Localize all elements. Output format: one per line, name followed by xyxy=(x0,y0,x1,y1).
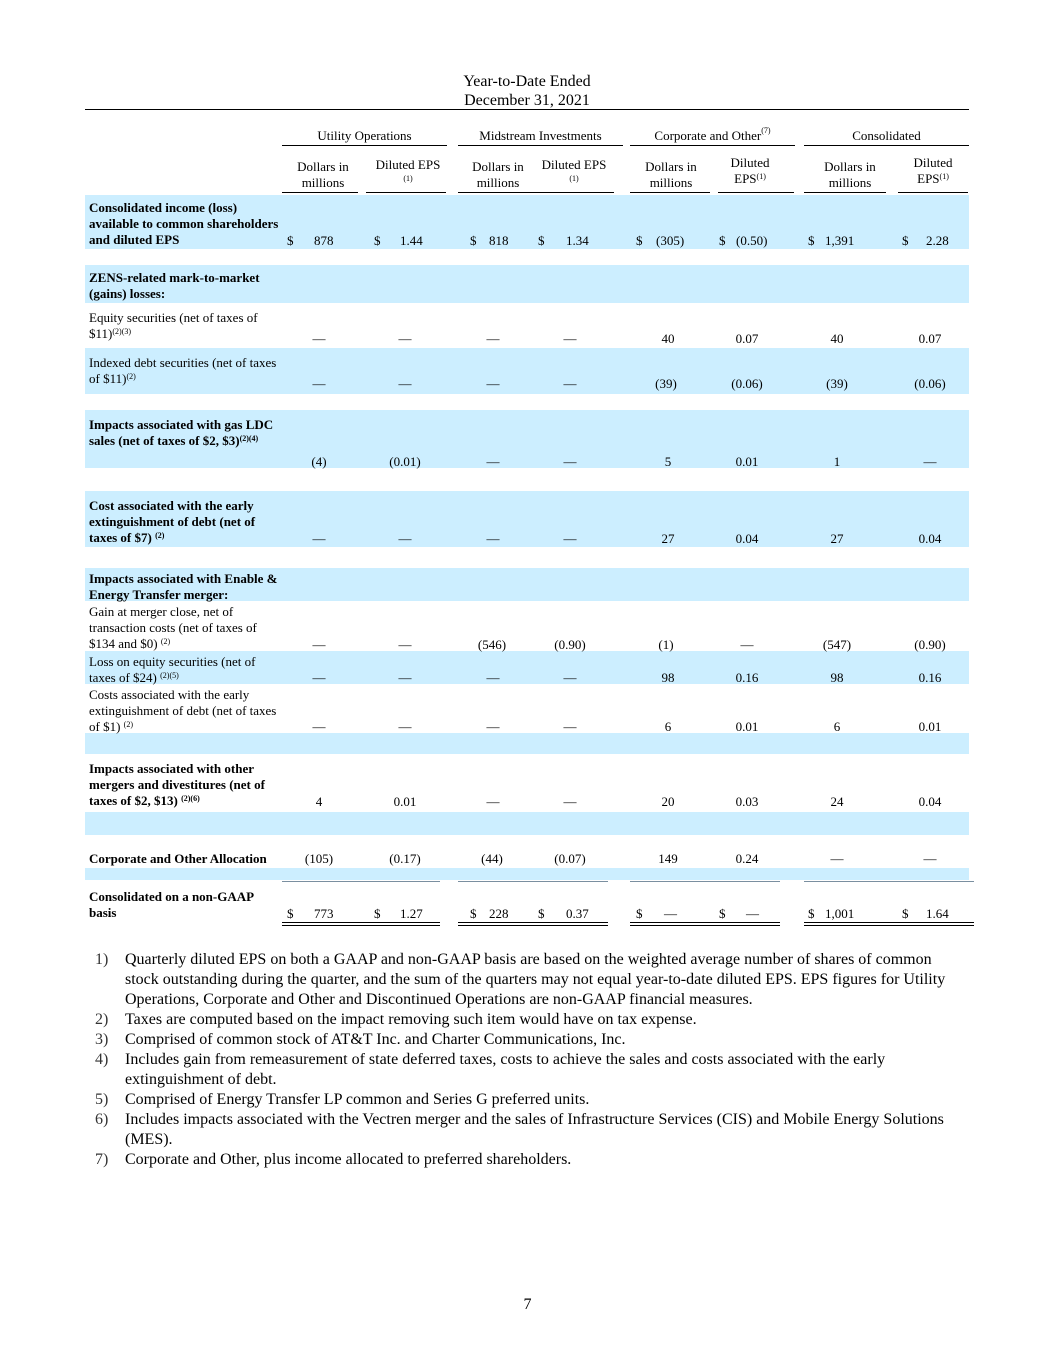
value-midstream-dollars: — xyxy=(486,454,500,469)
value-utility-dollars: — xyxy=(312,376,326,391)
value-corporate-dollars: 6 xyxy=(664,719,672,734)
footnote-5: 5) Comprised of Energy Transfer LP common and Series G preferred units. xyxy=(95,1091,590,1108)
value-consolidated-eps: — xyxy=(923,454,937,469)
value-midstream-eps: 0.37 xyxy=(566,906,589,921)
group-rule xyxy=(458,145,623,146)
value-corporate-dollars: (39) xyxy=(655,376,677,391)
row-label-gain-merger-close: Gain at merger close, net of transaction costs (net of taxes of $134 and $0) $^{(2)}$ xyxy=(89,604,257,651)
group-rule xyxy=(804,145,969,146)
group-rule xyxy=(630,145,795,146)
col-head-consolidated-dollars: Dollars in millions xyxy=(824,159,876,190)
value-consolidated-dollars: 6 xyxy=(833,719,841,734)
value-consolidated-dollars: (547) xyxy=(822,637,852,652)
col-head-corporate-eps: Diluted EPS$^{(1)}$ xyxy=(730,155,770,186)
value-utility-eps: (0.17) xyxy=(389,851,421,866)
col-head-utility-dollars: Dollars in millions xyxy=(297,159,349,190)
value-corporate-dollars: 27 xyxy=(661,531,675,546)
row-label-indexed-debt: Indexed debt securities (net of taxes of $11)$^{(2)}$ xyxy=(89,355,277,386)
value-midstream-dollars: — xyxy=(486,331,500,346)
value-midstream-dollars: 818 xyxy=(489,233,509,248)
value-consolidated-eps: (0.90) xyxy=(914,637,946,652)
value-utility-dollars: — xyxy=(312,637,326,652)
value-utility-eps: — xyxy=(398,331,412,346)
currency-symbol: $ xyxy=(808,233,815,248)
row-label-non-gaap-basis: Consolidated on a non-GAAP basis xyxy=(89,889,254,920)
value-corporate-eps: 0.07 xyxy=(735,331,759,346)
value-midstream-eps: 1.34 xyxy=(566,233,589,248)
value-utility-dollars: (4) xyxy=(311,454,327,469)
value-utility-eps: 0.01 xyxy=(393,794,417,809)
table-title-line2: December 31, 2021 xyxy=(464,92,590,109)
col-rule xyxy=(282,192,358,193)
value-midstream-dollars: — xyxy=(486,376,500,391)
footnote-7: 7) Corporate and Other, plus income allocated to preferred shareholders. xyxy=(95,1151,572,1168)
value-corporate-dollars: 20 xyxy=(661,794,675,809)
group-midstream-investments: Midstream Investments xyxy=(479,128,602,143)
value-consolidated-dollars: 1,391 xyxy=(825,233,855,248)
page-number: 7 xyxy=(523,1296,532,1313)
value-consolidated-eps: 0.04 xyxy=(918,531,942,546)
value-midstream-eps: — xyxy=(563,376,577,391)
group-utility-operations: Utility Operations xyxy=(317,128,412,143)
row-label-consolidated-income: Consolidated income (loss) available to common shareholders and diluted EPS xyxy=(89,200,279,247)
footnote-6: 6) Includes impacts associated with the Vectren merger and the sales of Infrastructure Services (CIS) and Mobile Energy Solutions (MES). xyxy=(95,1111,944,1148)
value-utility-dollars: — xyxy=(312,331,326,346)
value-utility-dollars: — xyxy=(312,531,326,546)
footnote-1: 1) Quarterly diluted EPS on both a GAAP and non-GAAP basis are based on the weighted average number of shares of common stock outstanding during the quarter, and the sum of the quarters may not equal year-to-date diluted EPS. EPS figures for Utility Operations, Corporate and Other and Discontinued Operations are non-GAAP financial measures. xyxy=(95,951,946,1008)
col-head-utility-eps: Diluted EPS $^{(1)}$ xyxy=(375,157,441,183)
total-double-rule xyxy=(282,922,440,926)
row-label-enable-merger-section: Impacts associated with Enable & Energy Transfer merger: xyxy=(89,571,278,602)
value-corporate-eps: 0.24 xyxy=(735,851,759,866)
value-midstream-eps: — xyxy=(563,454,577,469)
value-corporate-dollars: (305) xyxy=(656,233,685,248)
row-label-other-mergers: Impacts associated with other mergers and divestitures (net of taxes of $2, $13) $^{(2)(6)}$ xyxy=(89,761,265,808)
value-corporate-dollars: 149 xyxy=(658,851,678,866)
col-head-midstream-eps: Diluted EPS $^{(1)}$ xyxy=(541,157,607,183)
row-label-loss-equity-securities: Loss on equity securities (net of taxes of $24) $^{(2)(5)}$ xyxy=(89,654,256,685)
value-corporate-eps: (0.50) xyxy=(736,233,768,248)
value-midstream-dollars: (546) xyxy=(477,637,507,652)
subtotal-rule xyxy=(804,881,974,882)
value-corporate-dollars: 98 xyxy=(661,670,675,685)
value-utility-dollars: — xyxy=(312,670,326,685)
footnote-3: 3) Comprised of common stock of AT&T Inc. and Charter Communications, Inc. xyxy=(95,1031,626,1048)
row-band xyxy=(85,733,969,754)
value-midstream-eps: — xyxy=(563,794,577,809)
value-consolidated-eps: 0.16 xyxy=(918,670,942,685)
value-corporate-eps: — xyxy=(740,637,754,652)
value-midstream-dollars: — xyxy=(486,531,500,546)
col-rule xyxy=(718,192,794,193)
col-rule xyxy=(458,192,534,193)
value-corporate-dollars: (1) xyxy=(658,637,674,652)
value-consolidated-dollars: — xyxy=(830,851,844,866)
row-label-costs-early-extinguishment: Costs associated with the early extinguishment of debt (net of taxes of $1) $^{(2)}$ xyxy=(89,687,277,734)
col-head-corporate-dollars: Dollars in millions xyxy=(645,159,697,190)
value-consolidated-eps: (0.06) xyxy=(914,376,946,391)
value-corporate-dollars: 5 xyxy=(664,454,672,469)
currency-symbol: $ xyxy=(287,233,294,248)
value-utility-dollars: 878 xyxy=(314,233,334,248)
value-consolidated-dollars: 27 xyxy=(830,531,844,546)
value-consolidated-dollars: 40 xyxy=(830,331,844,346)
row-band xyxy=(85,868,969,880)
value-utility-eps: — xyxy=(398,719,412,734)
value-utility-dollars: 4 xyxy=(315,794,323,809)
currency-symbol: $ xyxy=(719,906,726,921)
row-band xyxy=(85,812,969,835)
col-head-midstream-dollars: Dollars in millions xyxy=(472,159,524,190)
subtotal-rule xyxy=(630,881,780,882)
table-title-line1: Year-to-Date Ended xyxy=(463,73,591,90)
row-label-zens-section: ZENS-related mark-to-market (gains) losses: xyxy=(89,270,260,301)
value-midstream-eps: — xyxy=(563,670,577,685)
row-label-gas-ldc-sales: Impacts associated with gas LDC sales (net of taxes of $2, $3)$^{(2)(4)}$ xyxy=(89,417,274,448)
value-corporate-eps: 0.01 xyxy=(735,454,759,469)
value-midstream-eps: — xyxy=(563,531,577,546)
value-corporate-eps: 0.01 xyxy=(735,719,759,734)
value-consolidated-eps: 0.01 xyxy=(918,719,942,734)
footnote-4: 4) Includes gain from remeasurement of state deferred taxes, costs to achieve the sales and costs associated with the early extinguishment of debt. xyxy=(95,1051,886,1088)
group-consolidated: Consolidated xyxy=(852,128,921,143)
value-consolidated-dollars: 1,001 xyxy=(825,906,855,921)
currency-symbol: $ xyxy=(808,906,815,921)
col-rule xyxy=(898,192,968,193)
currency-symbol: $ xyxy=(902,233,909,248)
col-rule xyxy=(534,192,614,193)
value-consolidated-eps: 0.04 xyxy=(918,794,942,809)
value-utility-eps: — xyxy=(398,637,412,652)
currency-symbol: $ xyxy=(719,233,726,248)
value-utility-eps: — xyxy=(398,376,412,391)
value-utility-dollars: — xyxy=(312,719,326,734)
value-midstream-eps: (0.07) xyxy=(554,851,586,866)
value-utility-eps: (0.01) xyxy=(389,454,421,469)
value-midstream-eps: — xyxy=(563,719,577,734)
value-corporate-eps: (0.06) xyxy=(731,376,763,391)
value-consolidated-dollars: (39) xyxy=(826,376,848,391)
value-utility-eps: 1.44 xyxy=(400,233,423,248)
value-midstream-dollars: — xyxy=(486,719,500,734)
value-utility-eps: — xyxy=(398,670,412,685)
value-consolidated-dollars: 98 xyxy=(830,670,844,685)
value-utility-eps: — xyxy=(398,531,412,546)
col-rule xyxy=(630,192,710,193)
value-corporate-dollars: 40 xyxy=(661,331,675,346)
value-corporate-eps: 0.16 xyxy=(735,670,759,685)
currency-symbol: $ xyxy=(902,906,909,921)
currency-symbol: $ xyxy=(374,906,381,921)
total-double-rule xyxy=(458,922,608,926)
value-corporate-eps: 0.03 xyxy=(735,794,759,809)
currency-symbol: $ xyxy=(636,233,643,248)
value-midstream-dollars: — xyxy=(486,670,500,685)
subtotal-rule xyxy=(282,881,440,882)
value-consolidated-dollars: 24 xyxy=(830,794,844,809)
group-rule xyxy=(282,145,447,146)
value-consolidated-eps: 2.28 xyxy=(926,233,949,248)
total-double-rule xyxy=(804,922,974,926)
footnote-2: 2) Taxes are computed based on the impact removing such item would have on tax expense. xyxy=(95,1011,697,1028)
value-consolidated-dollars: 1 xyxy=(833,454,841,469)
row-label-early-extinguishment: Cost associated with the early extinguishment of debt (net of taxes of $7) $^{(2)}$ xyxy=(89,498,256,545)
currency-symbol: $ xyxy=(470,906,477,921)
value-utility-eps: 1.27 xyxy=(400,906,423,921)
value-midstream-dollars: — xyxy=(486,794,500,809)
total-double-rule xyxy=(630,922,780,926)
currency-symbol: $ xyxy=(374,233,381,248)
group-corporate-and-other: Corporate and Other$^{(7)}$ xyxy=(654,126,771,143)
value-consolidated-eps: 1.64 xyxy=(926,906,949,921)
currency-symbol: $ xyxy=(538,906,545,921)
row-label-equity-securities: Equity securities (net of taxes of $11)$^{(2)(3)}$ xyxy=(89,310,258,341)
value-utility-dollars: (105) xyxy=(304,851,334,866)
currency-symbol: $ xyxy=(470,233,477,248)
row-label-corporate-allocation: Corporate and Other Allocation xyxy=(89,851,267,866)
subtotal-rule xyxy=(458,881,608,882)
value-midstream-dollars: (44) xyxy=(481,851,503,866)
value-midstream-eps: — xyxy=(563,331,577,346)
currency-symbol: $ xyxy=(538,233,545,248)
col-rule xyxy=(366,192,446,193)
col-rule xyxy=(804,192,886,193)
value-corporate-dollars: — xyxy=(664,906,677,921)
value-midstream-eps: (0.90) xyxy=(554,637,586,652)
value-consolidated-eps: — xyxy=(923,851,937,866)
value-corporate-eps: — xyxy=(746,906,759,921)
col-head-consolidated-eps: Diluted EPS$^{(1)}$ xyxy=(913,155,953,186)
value-midstream-dollars: 228 xyxy=(489,906,509,921)
value-utility-dollars: 773 xyxy=(314,906,334,921)
currency-symbol: $ xyxy=(287,906,294,921)
currency-symbol: $ xyxy=(636,906,643,921)
header-rule xyxy=(85,109,969,110)
group-note: (7) xyxy=(761,126,771,135)
value-consolidated-eps: 0.07 xyxy=(918,331,942,346)
value-corporate-eps: 0.04 xyxy=(735,531,759,546)
